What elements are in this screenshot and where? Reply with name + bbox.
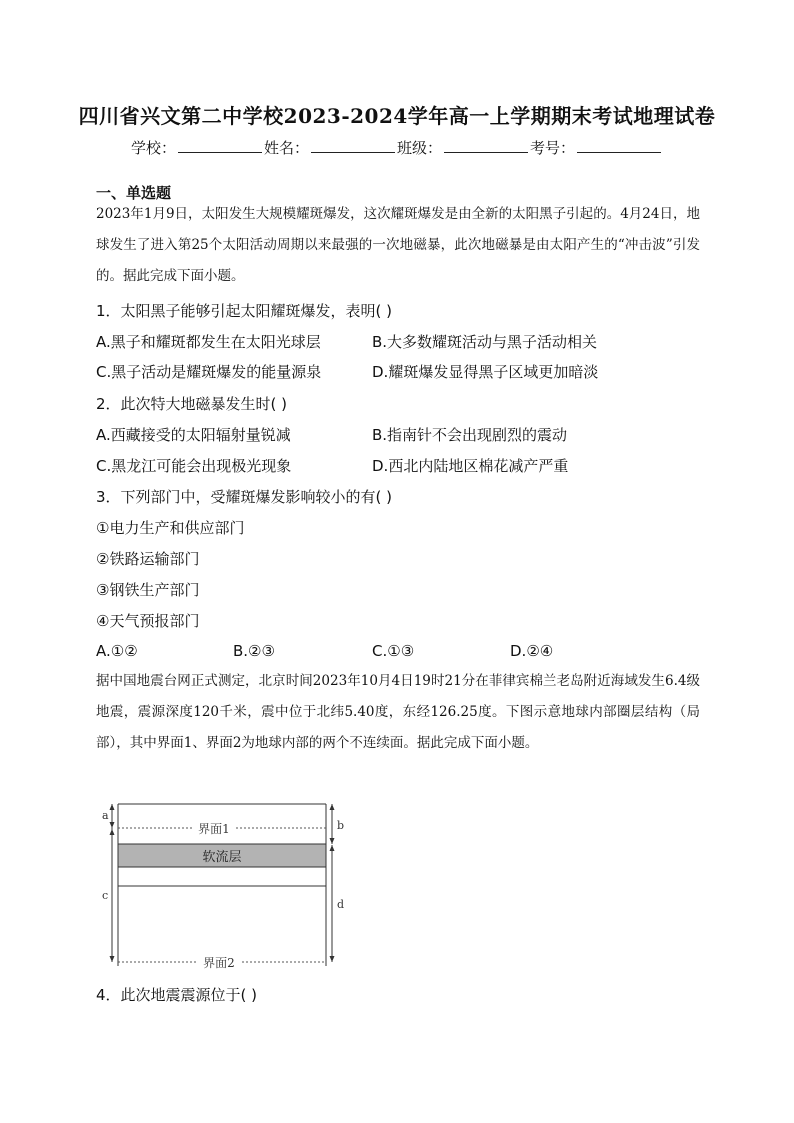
measure-d-arrow-bottom <box>330 956 335 962</box>
q2-option-a[interactable]: A.西藏接受的太阳辐射量锐减 <box>96 426 291 444</box>
page-title: 四川省兴文第二中学校2023-2024学年高一上学期期末考试地理试卷 <box>78 104 716 128</box>
question-3-stem: 3．下列部门中，受耀斑爆发影响较小的有( ) <box>96 488 393 506</box>
class-label: 班级： <box>397 139 443 157</box>
measure-c-arrow-top <box>110 829 115 835</box>
q2-option-b[interactable]: B.指南针不会出现剧烈的震动 <box>372 426 568 444</box>
measure-a-arrow-bottom <box>110 822 115 828</box>
label-d: d <box>337 898 345 911</box>
measure-b-arrow-top <box>330 804 335 810</box>
q1-option-a[interactable]: A.黑子和耀斑都发生在太阳光球层 <box>96 333 321 351</box>
question-2-stem: 2．此次特大地磁暴发生时( ) <box>96 395 288 413</box>
q3-item-3: ③钢铁生产部门 <box>96 581 200 599</box>
name-blank[interactable] <box>311 138 395 153</box>
q3-item-1: ①电力生产和供应部门 <box>96 519 245 537</box>
q1-option-b[interactable]: B.大多数耀斑活动与黑子活动相关 <box>372 333 598 351</box>
asthenosphere-label: 软流层 <box>202 850 242 865</box>
earth-interior-diagram <box>96 796 366 976</box>
interface1-label: 界面1 <box>198 822 230 836</box>
label-a: a <box>102 809 109 822</box>
class-blank[interactable] <box>444 138 528 153</box>
measure-a-arrow-top <box>110 804 115 810</box>
q1-option-d[interactable]: D.耀斑爆发显得黑子区域更加暗淡 <box>372 363 599 381</box>
number-label: 考号： <box>530 139 576 157</box>
q3-option-d[interactable]: D.②④ <box>510 642 554 660</box>
q2-option-c[interactable]: C.黑龙江可能会出现极光现象 <box>96 457 292 475</box>
label-b: b <box>337 819 345 832</box>
passage-earthquake: 据中国地震台网正式测定，北京时间2023年10月4日19时21分在菲律宾棉兰老岛附近海域发生6.4级地震，震源深度120千米，震中位于北纬5.40度，东经126.25度。下图示意地球内部圈层结构（局部），其中界面1、界面2为地球内部的两个不连续面。据此完成下面小题。 <box>96 673 700 751</box>
school-label: 学校： <box>130 139 176 157</box>
passage-solar: 2023年1月9日，太阳发生大规模耀斑爆发，这次耀斑爆发是由全新的太阳黑子引起的。4月24日，地球发生了进入第25个太阳活动周期以来最强的一次地磁暴，此次地磁暴是由太阳产生的“冲击波”引发的。据此完成下面小题。 <box>96 206 700 284</box>
label-c: c <box>102 889 109 902</box>
question-4-stem: 4．此次地震震源位于( ) <box>96 986 258 1004</box>
measure-b-arrow-bottom <box>330 838 335 844</box>
q1-option-c[interactable]: C.黑子活动是耀斑爆发的能量源泉 <box>96 363 322 381</box>
name-label: 姓名： <box>263 139 309 157</box>
measure-c-arrow-bottom <box>110 956 115 962</box>
school-blank[interactable] <box>178 138 262 153</box>
q3-option-b[interactable]: B.②③ <box>233 642 275 660</box>
number-blank[interactable] <box>577 138 661 153</box>
q3-item-2: ②铁路运输部门 <box>96 550 200 568</box>
measure-d-arrow-top <box>330 845 335 851</box>
section-heading: 一、单选题 <box>96 184 172 202</box>
question-1-stem: 1．太阳黑子能够引起太阳耀斑爆发，表明( ) <box>96 302 393 320</box>
q2-option-d[interactable]: D.西北内陆地区棉花减产严重 <box>372 457 569 475</box>
q3-option-a[interactable]: A.①② <box>96 642 138 660</box>
q3-option-c[interactable]: C.①③ <box>372 642 415 660</box>
q3-item-4: ④天气预报部门 <box>96 612 200 630</box>
interface2-label: 界面2 <box>203 956 235 970</box>
student-info-line <box>0 137 794 158</box>
